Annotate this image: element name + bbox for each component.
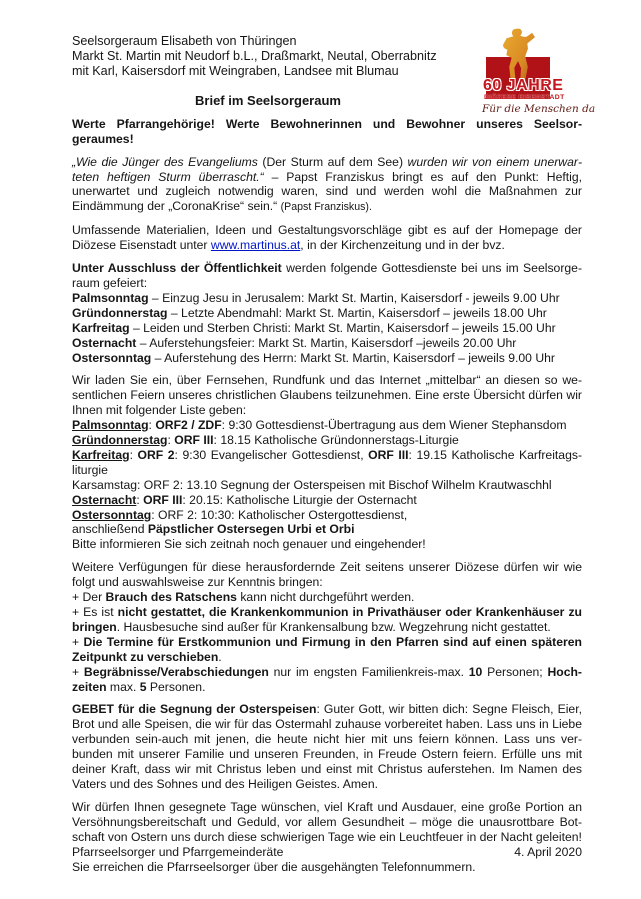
text-segment: – Letzte Abendmahl: Markt St. Martin, Kaisersdorf – jeweils 18.00 Uhr [167,305,547,320]
tv-line-palmsonntag [72,418,582,433]
text-segment: Karsamstag: ORF 2: 13.10 Segnung der Osterspeisen mit Bischof Wilhelm Krautwaschhl [72,477,552,492]
text-segment: . Hausbesuche sind außer für Krankensalbung bzw. Wegzehrung nicht gestattet. [116,619,551,634]
text-segment: Karfreitag [72,320,130,335]
text-segment: : 9:30 Evangelischer Gottesdienst, [174,447,369,462]
tv-line-gruendonnerstag [72,433,582,448]
decree-item-begraebnisse [72,665,582,695]
service-line-ostersonntag [72,351,582,366]
text-segment: : 19.15 Katholische Karfreitagsliturgie [72,447,582,477]
logo-60-jahre-text: 60 JAHRE [483,77,564,94]
text-segment: – Auferstehung des Herrn: Markt St. Martin, Kaisersdorf – jeweils 9.00 Uhr [151,350,555,365]
text-segment: : [129,447,138,462]
text-segment: werden folgende Gottesdienste bei uns im Seelsorgeraum gefeiert: [72,261,582,290]
text-segment: Sie erreichen die Pfarrseelsorger über die ausgehängten Telefonnummern. [72,859,476,874]
text-segment: Begräbnisse/Verabschiedungen [83,664,269,679]
text-segment: + Der [72,590,106,605]
decree-item-krankenkommunion [72,605,582,635]
footer-note [72,860,582,875]
text-segment: : Guter Gott, wir bitten dich: Segne Fleisch, Eier, Brot und alle Speisen, die wir für das Ostermahl zuhause vorbereitet haben. Lass uns in Liebe verbunden sein-auch mit jenen, die heute nicht hier mit uns feiern können. Lass uns verbunden mit unserer Familie und unseren Freunden, in Freude Ostern feiern. Erfülle uns mit deiner Kraft, dass wir mit Christus leben und einst mit Christus auferstehen. Im Namen des Vaters und des Sohnes und des Heiligen Geistes. Amen. [72,702,582,791]
logo-tagline: Für die Menschen da [482,103,596,115]
decree-item-erstkommunion [72,635,582,665]
text-segment: Karfreitag [72,447,130,462]
text-segment: (Der Sturm auf dem See) [262,154,408,169]
homepage-paragraph [72,223,582,253]
text-segment: Päpstlicher Ostersegen Urbi et Orbi [147,522,355,537]
text-segment: max. [106,679,140,694]
martinus-link[interactable]: www.martinus.at [210,238,301,253]
letterhead-line-1: Seelsorgeraum Elisabeth von Thüringen [72,34,297,48]
text-segment: : 20.15: Katholische Liturgie der Osternacht [182,492,417,507]
text-segment: kann nicht durchgeführt werden. [236,590,415,605]
text-segment: nicht gestattet, die Krankenkommunion in Privathäuser oder Krankenhäuser zu bringen [72,605,583,634]
services-intro [72,261,582,291]
text-segment: ORF III [174,433,214,448]
text-segment: ORF III [143,492,183,507]
service-line-gruendonnerstag [72,306,582,321]
text-segment: Personen. [146,679,206,694]
closing-paragraph [72,800,582,845]
service-line-karfreitag [72,321,582,336]
text-segment: anschließend [72,522,148,537]
text-segment: „Wie die Jünger des Evangeliums [72,154,263,169]
text-segment: + [72,634,84,649]
text-segment: ORF 2 [137,447,175,462]
prayer-paragraph [72,702,582,791]
salutation [72,117,582,147]
decree-item-ratschen [72,590,582,605]
text-segment: , in der Kirchenzeitung und in der bvz. [300,238,505,253]
tv-line-karsamstag [72,478,582,493]
text-segment: Ostersonntag [72,350,152,365]
text-segment: : 18.15 Katholische Gründonnerstags-Liturgie [213,433,459,448]
text-segment: : ORF 2: 10:30: Katholischer Ostergottesdienst, [151,507,408,522]
text-segment: Weitere Verfügungen für diese herausfordernde Zeit seitens unserer Diözese dürfen wir wie folgt und auswahlsweise zur Kenntnis bringen: [72,560,582,590]
text-segment: Wir dürfen Ihnen gesegnete Tage wünschen, viel Kraft und Ausdauer, eine große Portion an Versöhnungsbereitschaft und Geduld, vor allem Gesundheit – möge die unausrottbare Botschaft von Ostern uns durch diese schwierigen Tage wie ein Leuchtfeuer in der Nacht geleiten! [72,799,582,844]
letterhead-line-3: mit Karl, Kaisersdorf mit Weingraben, Landsee mit Blumau [72,64,399,79]
text-segment: (Papst Franziskus). [280,201,372,214]
text-segment: Hochzeiten [72,664,582,694]
text-segment: – Auferstehungsfeier: Markt St. Martin, Kaisersdorf –jeweils 20.00 Uhr [136,335,517,350]
tv-line-osternacht [72,493,582,508]
text-segment: Personen; [482,664,548,679]
text-segment: – Leiden und Sterben Christi: Markt St. Martin, Kaisersdorf – jeweils 15.00 Uhr [129,320,556,335]
service-line-palmsonntag [72,291,582,306]
signature-date: 4. April 2020 [514,844,582,859]
text-segment: nur im engsten Familienkreis-max. [268,664,469,679]
tv-line-ostersegen [72,522,582,537]
text-segment: Die Termine für Erstkommunion und Firmung in den Pfarren sind auf einen späteren Zeitpunkt zu verschieben [72,634,582,664]
document-body [72,117,582,875]
text-segment: Osternacht [72,492,137,507]
text-segment: – Einzug Jesu in Jerusalem: Markt St. Martin, Kaisersdorf - jeweils 9.00 Uhr [148,290,560,305]
text-segment: ORF III [368,447,409,462]
text-segment: – Papst Franziskus bringt es auf den Punkt: Heftig, unerwartet und zugleich notwendig waren, sind und werden wohl die Maßnahmen zur Eindämmung der „CoronaKrise“ sein.“ [72,169,582,214]
text-segment: Werte Pfarrangehörige! Werte Bewohnerinnen und Bewohner unseres Seelsorgeraumes! [72,116,582,146]
text-segment: wurden wir von einem unerwarteten heftigen Sturm überrascht.“ [72,154,582,184]
signature-row [72,845,582,860]
text-segment: : [148,418,156,433]
letterhead [72,34,472,80]
text-segment: : [136,492,144,507]
text-segment: + Es ist [72,605,118,619]
text-segment: Bitte informieren Sie sich zeitnah noch genauer und eingehender! [72,537,426,552]
text-segment: Gründonnerstag [72,305,168,320]
text-segment: . [218,649,222,664]
document-title: Brief im Seelsorgeraum [195,92,341,108]
logo-dioezese-text: DIÖZESE EISENSTADT [484,94,565,101]
tv-line-karfreitag [72,448,582,478]
text-segment: Brauch des Ratschens [105,590,237,605]
text-segment: + [72,664,84,679]
document-content [72,34,582,874]
decrees-intro [72,560,582,590]
tv-line-ostersonntag [72,508,582,523]
text-segment: ORF2 / ZDF [155,418,222,433]
text-segment: : [167,433,175,448]
text-segment: GEBET für die Segnung der Osterspeisen [72,702,317,717]
text-segment: Palmsonntag [72,418,149,433]
text-segment: Ostersonntag [72,507,152,522]
text-segment: Umfassende Materialien, Ideen und Gestaltungsvorschläge gibt es auf der Homepage der Diözese Eisenstadt unter [72,223,582,253]
tv-notice [72,537,582,552]
text-segment: Wir laden Sie ein, über Fernsehen, Rundfunk und das Internet „mittelbar“ an diesen so wesentlichen Feiern unseres christlichen Glaubens teilzunehmen. Eine erste Übersicht dürfen wir Ihnen mit folgender Liste geben: [72,373,582,418]
text-segment: Unter Ausschluss der Öffentlichkeit [72,261,282,276]
service-line-osternacht [72,336,582,351]
tv-intro [72,373,582,418]
letterhead-line-2: Markt St. Martin mit Neudorf b.L., Draßmarkt, Neutal, Oberrabnitz [72,49,437,64]
signature-left: Pfarrseelsorger und Pfarrgemeinderäte [72,844,284,859]
text-segment: Osternacht [72,335,137,350]
quote-paragraph [72,155,582,216]
text-segment: Palmsonntag [72,290,149,305]
text-segment: : 9:30 Gottesdienst-Übertragung aus dem Wiener Stephansdom [221,418,567,433]
text-segment: 10 [468,664,483,679]
text-segment: Gründonnerstag [72,433,168,448]
text-segment: 5 [139,679,147,694]
